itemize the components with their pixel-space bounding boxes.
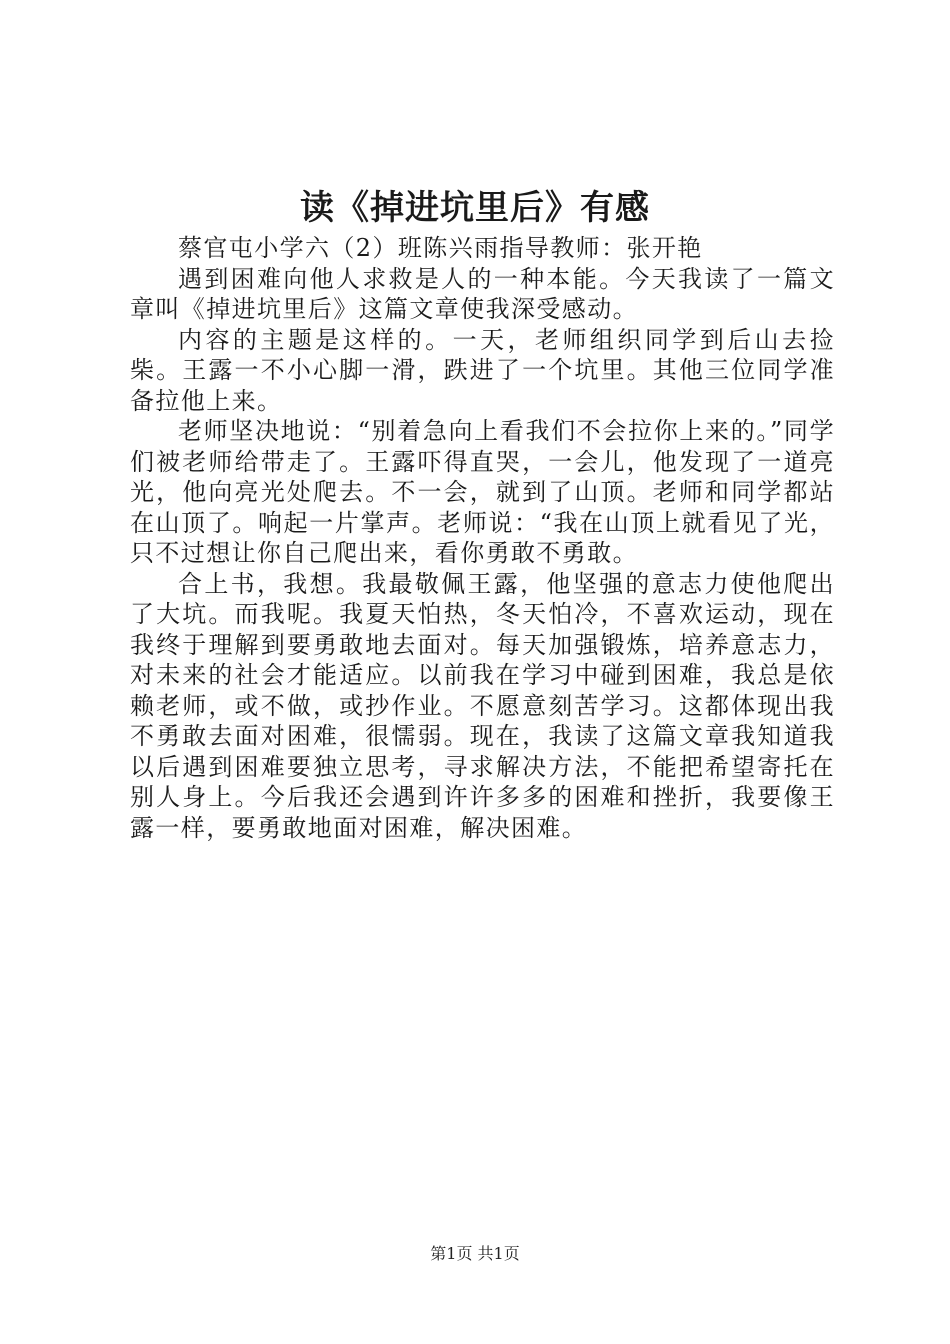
document-body xyxy=(130,233,835,843)
byline: 蔡官屯小学六（2）班陈兴雨指导教师：张开艳 xyxy=(178,234,703,262)
paragraph-1: 遇到困难向他人求救是人的一种本能。今天我读了一篇文章叫《掉进坑里后》这篇文章使我深受感动。 xyxy=(130,264,835,323)
paragraph-3: 老师坚决地说：“别着急向上看我们不会拉你上来的。”同学们被老师给带走了。王露吓得直哭，一会儿，他发现了一道亮光，他向亮光处爬去。不一会，就到了山顶。老师和同学都站在山顶了。响起一片掌声。老师说：“我在山顶上就看见了光，只不过想让你自己爬出来，看你勇敢不勇敢。 xyxy=(130,417,835,567)
paragraph-4: 合上书，我想。我最敬佩王露，他坚强的意志力使他爬出了大坑。而我呢。我夏天怕热，冬天怕冷，不喜欢运动，现在我终于理解到要勇敢地去面对。每天加强锻炼，培养意志力，对未来的社会才能适应。以前我在学习中碰到困难，我总是依赖老师，或不做，或抄作业。不愿意刻苦学习。这都体现出我不勇敢去面对困难，很懦弱。现在，我读了这篇文章我知道我以后遇到困难要独立思考，寻求解决方法，不能把希望寄托在别人身上。今后我还会遇到许许多多的困难和挫折，我要像王露一样，要勇敢地面对困难，解决困难。 xyxy=(130,569,835,842)
page-footer: 第1页 共1页 xyxy=(430,1244,520,1263)
document-title: 读《掉进坑里后》有感 xyxy=(300,188,650,228)
paragraph-2: 内容的主题是这样的。一天，老师组织同学到后山去捡柴。王露一不小心脚一滑，跌进了一个坑里。其他三位同学准备拉他上来。 xyxy=(130,325,835,415)
